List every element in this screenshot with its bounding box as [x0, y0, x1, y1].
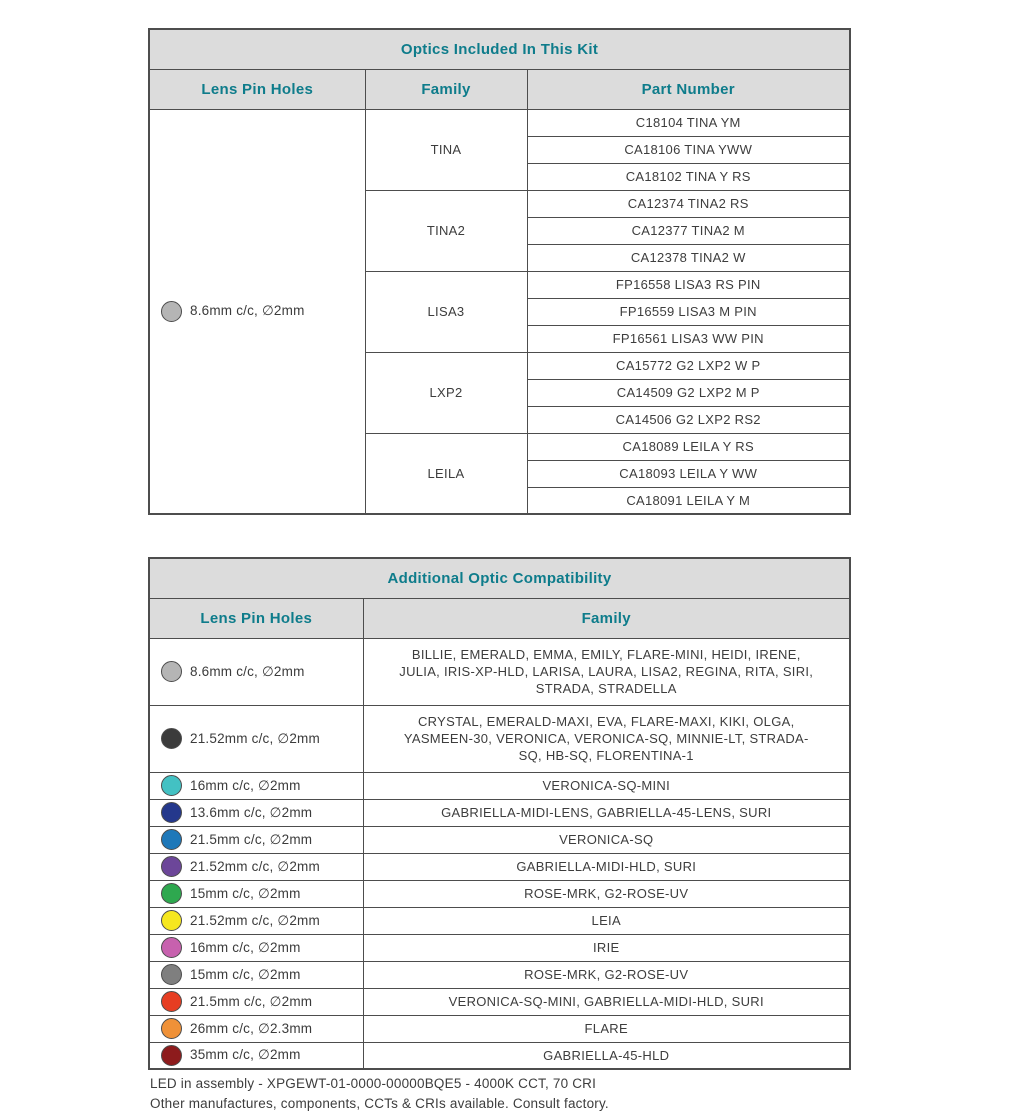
part-number-cell: CA18106 TINA YWW — [527, 136, 850, 163]
part-number-cell: CA14509 G2 LXP2 M P — [527, 379, 850, 406]
kit-table-title: Optics Included In This Kit — [149, 29, 850, 69]
family-list-cell: GABRIELLA-MIDI-HLD, SURI — [363, 853, 850, 880]
lens-pin-label: 15mm c/c, ∅2mm — [190, 885, 301, 901]
family-list-cell: ROSE-MRK, G2-ROSE-UV — [363, 880, 850, 907]
lens-pin-dot-icon — [161, 1045, 182, 1066]
kit-table-title-row — [149, 29, 850, 69]
lens-pin-cell — [149, 934, 363, 961]
lens-pin-cell — [149, 853, 363, 880]
lens-pin-cell — [149, 826, 363, 853]
compat-row — [149, 907, 850, 934]
part-number-cell: CA12378 TINA2 W — [527, 244, 850, 271]
footer-consult-factory-line: Other manufactures, components, CCTs & CRIs available. Consult factory. — [150, 1096, 609, 1111]
lens-pin-cell — [149, 880, 363, 907]
family-cell: LXP2 — [365, 352, 527, 433]
lens-pin-dot-icon — [161, 937, 182, 958]
lens-pin-label: 13.6mm c/c, ∅2mm — [190, 804, 313, 820]
compat-table — [148, 557, 851, 1070]
lens-pin-dot-icon — [161, 661, 182, 682]
lens-pin-label: 15mm c/c, ∅2mm — [190, 966, 301, 982]
lens-pin-label: 35mm c/c, ∅2mm — [190, 1047, 301, 1063]
lens-pin-label: 21.52mm c/c, ∅2mm — [190, 912, 320, 928]
lens-pin-dot-icon — [161, 301, 182, 322]
part-number-cell: CA14506 G2 LXP2 RS2 — [527, 406, 850, 433]
lens-pin-cell — [149, 705, 363, 772]
compat-col-family: Family — [363, 598, 850, 638]
lens-pin-dot-icon — [161, 775, 182, 796]
part-number-cell: CA18089 LEILA Y RS — [527, 433, 850, 460]
lens-pin-dot-icon — [161, 728, 182, 749]
part-number-cell: FP16558 LISA3 RS PIN — [527, 271, 850, 298]
lens-pin-cell — [149, 772, 363, 799]
compat-row — [149, 1042, 850, 1069]
family-list-cell: VERONICA-SQ-MINI, GABRIELLA-MIDI-HLD, SURI — [363, 988, 850, 1015]
lens-pin-cell — [149, 907, 363, 934]
compat-row — [149, 853, 850, 880]
compat-row — [149, 705, 850, 772]
compat-col-lens-pin-holes: Lens Pin Holes — [149, 598, 363, 638]
lens-pin-cell — [149, 988, 363, 1015]
lens-pin-dot-icon — [161, 1018, 182, 1039]
compat-row — [149, 799, 850, 826]
kit-col-lens-pin-holes: Lens Pin Holes — [149, 69, 365, 109]
lens-pin-cell — [149, 1015, 363, 1042]
family-cell: LISA3 — [365, 271, 527, 352]
family-cell: LEILA — [365, 433, 527, 514]
part-number-cell: CA18091 LEILA Y M — [527, 487, 850, 514]
kit-table-header-row — [149, 69, 850, 109]
compat-table-header-row — [149, 598, 850, 638]
lens-pin-dot-icon — [161, 829, 182, 850]
family-cell: TINA2 — [365, 190, 527, 271]
family-list-cell: BILLIE, EMERALD, EMMA, EMILY, FLARE-MINI, HEIDI, IRENE, JULIA, IRIS-XP-HLD, LARISA, LAURA, LISA2, REGINA, RITA, SIRI, STRADA, STRADELLA — [363, 638, 850, 705]
family-list-cell: IRIE — [363, 934, 850, 961]
table-row — [149, 109, 850, 136]
kit-table — [148, 28, 851, 515]
part-number-cell: CA12374 TINA2 RS — [527, 190, 850, 217]
family-list-cell: FLARE — [363, 1015, 850, 1042]
lens-pin-dot-icon — [161, 910, 182, 931]
lens-pin-label: 21.52mm c/c, ∅2mm — [190, 858, 320, 874]
kit-col-family: Family — [365, 69, 527, 109]
part-number-cell: C18104 TINA YM — [527, 109, 850, 136]
compat-row — [149, 772, 850, 799]
family-list-cell: GABRIELLA-45-HLD — [363, 1042, 850, 1069]
compat-row — [149, 1015, 850, 1042]
part-number-cell: FP16561 LISA3 WW PIN — [527, 325, 850, 352]
lens-pin-dot-icon — [161, 883, 182, 904]
lens-pin-label: 8.6mm c/c, ∅2mm — [190, 663, 305, 679]
lens-pin-dot-icon — [161, 802, 182, 823]
lens-pin-dot-icon — [161, 991, 182, 1012]
lens-pin-cell — [149, 109, 365, 514]
lens-pin-label: 21.5mm c/c, ∅2mm — [190, 831, 313, 847]
lens-pin-cell — [149, 638, 363, 705]
compat-table-title-row — [149, 558, 850, 598]
compat-row — [149, 880, 850, 907]
part-number-cell: CA15772 G2 LXP2 W P — [527, 352, 850, 379]
family-list-cell: CRYSTAL, EMERALD-MAXI, EVA, FLARE-MAXI, KIKI, OLGA, YASMEEN-30, VERONICA, VERONICA-SQ, MINNIE-LT, STRADA-SQ, HB-SQ, FLORENTINA-1 — [363, 705, 850, 772]
part-number-cell: CA18102 TINA Y RS — [527, 163, 850, 190]
compat-row — [149, 934, 850, 961]
footer-note — [150, 1074, 870, 1114]
part-number-cell: CA18093 LEILA Y WW — [527, 460, 850, 487]
compat-row — [149, 638, 850, 705]
lens-pin-label: 21.5mm c/c, ∅2mm — [190, 993, 313, 1009]
family-list-cell: VERONICA-SQ — [363, 826, 850, 853]
lens-pin-label: 16mm c/c, ∅2mm — [190, 777, 301, 793]
lens-pin-label: 8.6mm c/c, ∅2mm — [190, 303, 305, 319]
lens-pin-label: 16mm c/c, ∅2mm — [190, 939, 301, 955]
lens-pin-label: 26mm c/c, ∅2.3mm — [190, 1020, 313, 1036]
compat-row — [149, 961, 850, 988]
part-number-cell: FP16559 LISA3 M PIN — [527, 298, 850, 325]
family-list-cell: LEIA — [363, 907, 850, 934]
lens-pin-dot-icon — [161, 964, 182, 985]
lens-pin-dot-icon — [161, 856, 182, 877]
compat-row — [149, 826, 850, 853]
family-cell: TINA — [365, 109, 527, 190]
family-list-cell: ROSE-MRK, G2-ROSE-UV — [363, 961, 850, 988]
lens-pin-cell — [149, 799, 363, 826]
compat-row — [149, 988, 850, 1015]
family-list-cell: GABRIELLA-MIDI-LENS, GABRIELLA-45-LENS, SURI — [363, 799, 850, 826]
lens-pin-cell — [149, 1042, 363, 1069]
footer-led-assembly-line: LED in assembly - XPGEWT-01-0000-00000BQE5 - 4000K CCT, 70 CRI — [150, 1076, 597, 1091]
kit-col-part-number: Part Number — [527, 69, 850, 109]
lens-pin-label: 21.52mm c/c, ∅2mm — [190, 730, 320, 746]
lens-pin-cell — [149, 961, 363, 988]
family-list-cell: VERONICA-SQ-MINI — [363, 772, 850, 799]
compat-table-title: Additional Optic Compatibility — [149, 558, 850, 598]
part-number-cell: CA12377 TINA2 M — [527, 217, 850, 244]
